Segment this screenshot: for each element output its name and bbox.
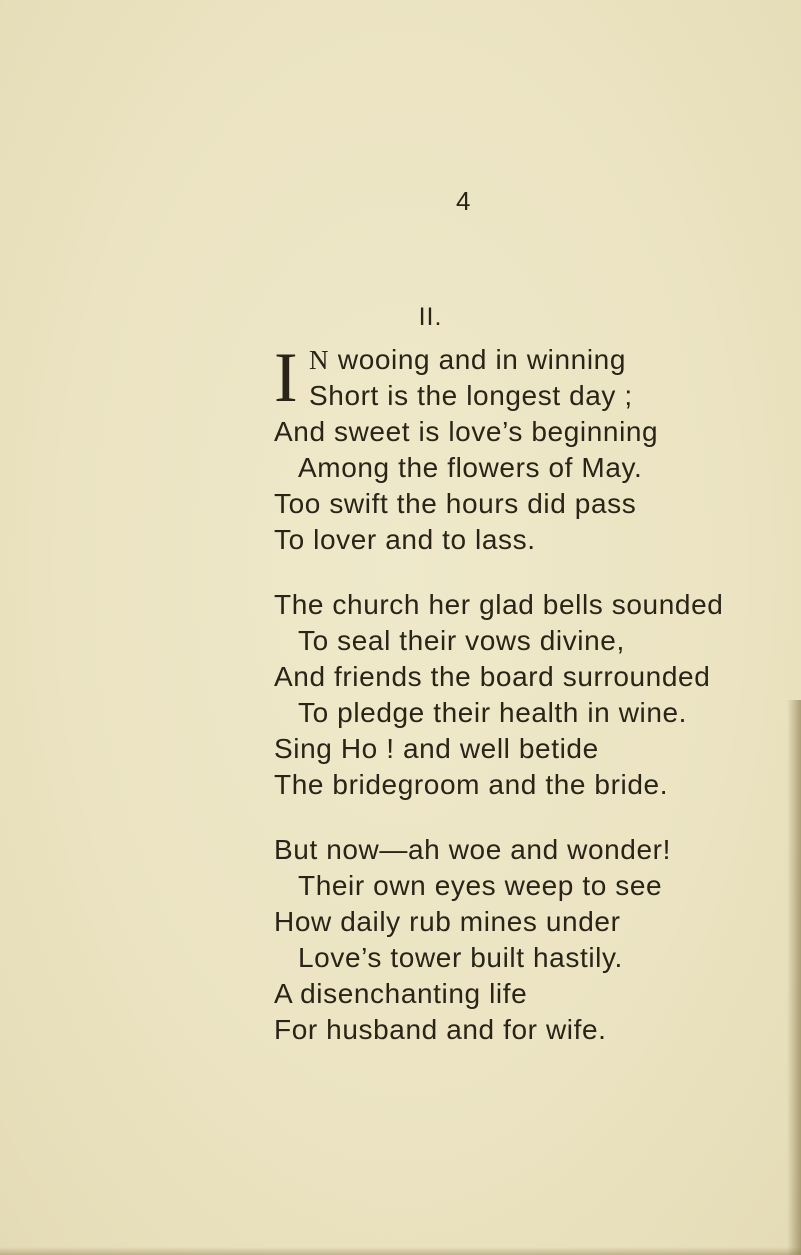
poem-line: For husband and for wife. bbox=[274, 1014, 607, 1045]
page-number: 4 bbox=[456, 186, 471, 216]
poem-line: But now—ah woe and wonder! bbox=[274, 834, 671, 865]
poem-line: To pledge their health in wine. bbox=[298, 697, 688, 728]
poem-line-1 bbox=[309, 342, 626, 378]
poem-line: Their own eyes weep to see bbox=[298, 870, 663, 901]
section-title: II. bbox=[418, 303, 443, 331]
poem-line: And sweet is love’s beginning bbox=[274, 416, 659, 447]
poem-line: Among the flowers of May. bbox=[298, 452, 643, 483]
drop-cap: I bbox=[274, 339, 298, 417]
poem-line: The church her glad bells sounded bbox=[274, 589, 724, 620]
first-line-text: wooing and in winning bbox=[329, 344, 627, 375]
first-line-small-cap: N bbox=[309, 345, 330, 375]
poem-line: And friends the board surrounded bbox=[274, 661, 711, 692]
poem-line: Sing Ho ! and well betide bbox=[274, 733, 599, 764]
poem-line: Short is the longest day ; bbox=[309, 380, 633, 411]
page-edge-shadow bbox=[787, 700, 801, 1255]
poem-line: How daily rub mines under bbox=[274, 906, 621, 937]
poem-line: Too swift the hours did pass bbox=[274, 488, 637, 519]
poem-line: A disenchanting life bbox=[274, 978, 528, 1009]
poem-line: To lover and to lass. bbox=[274, 524, 536, 555]
page-bottom-shadow bbox=[0, 1247, 801, 1255]
poem-line: Love’s tower built hastily. bbox=[298, 942, 623, 973]
poem-line: The bridegroom and the bride. bbox=[274, 769, 669, 800]
poem-line: To seal their vows divine, bbox=[298, 625, 625, 656]
